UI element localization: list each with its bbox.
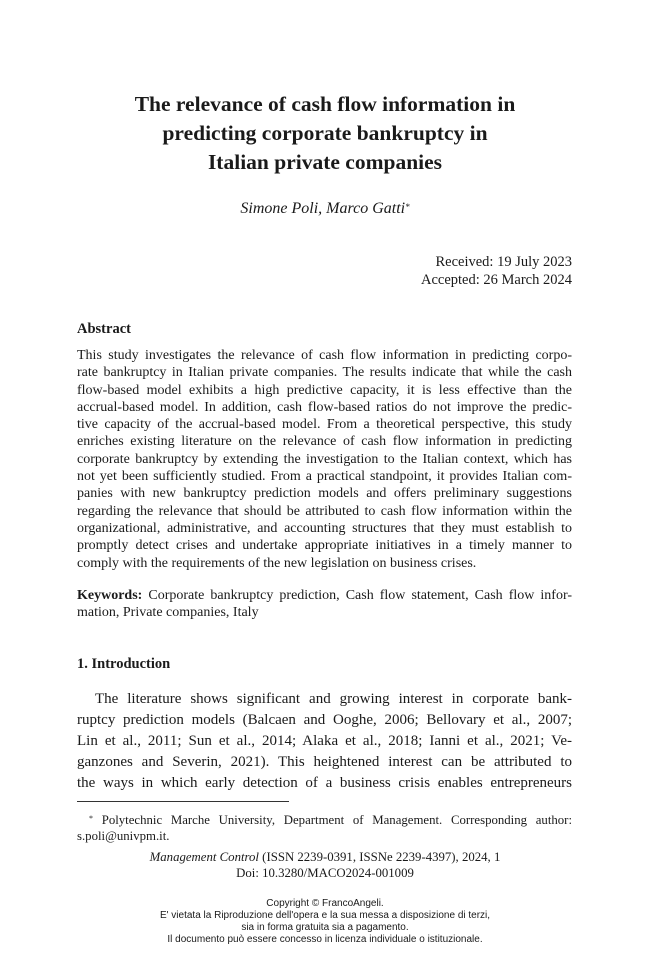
abstract-line: flow-based model exhibits a high predictive capacity, it is less effective than the	[77, 382, 572, 398]
author-list	[75, 199, 575, 219]
abstract-line: comply with the requirements of the new legislation on business crises.	[77, 555, 477, 571]
footnote	[77, 812, 572, 844]
abstract-line: enriches existing literature on the relevance of cash flow information in predicting	[77, 434, 572, 450]
title-line: The relevance of cash flow information in	[134, 92, 516, 116]
introduction-line: ruptcy prediction models (Balcaen and Ooghe, 2006; Bellovary et al., 2007;	[77, 712, 572, 728]
introduction-line: the ways in which early detection of a business crisis enables entrepreneurs	[77, 775, 572, 791]
abstract-line: not yet been sufficiently studied. From a practical standpoint, it provides Italian com-	[77, 469, 572, 485]
footnote-divider	[77, 801, 289, 802]
journal-details: (ISSN 2239-0391, ISSNe 2239-4397), 2024, 1	[258, 850, 501, 864]
journal-info	[75, 849, 575, 881]
copyright-line: Il documento può essere concesso in licenza individuale o istituzionale.	[167, 934, 483, 945]
paper-title	[75, 90, 575, 177]
abstract-line: accrual-based model. In addition, cash flow-based ratios do not improve the predic-	[77, 399, 572, 415]
keywords-line: mation, Private companies, Italy	[77, 605, 259, 621]
copyright-line: E' vietata la Riproduzione dell'opera e la sua messa a disposizione di terzi,	[159, 910, 491, 921]
author-names: Simone Poli, Marco Gatti	[240, 200, 406, 217]
doi: Doi: 10.3280/MACO2024-001009	[236, 866, 414, 880]
abstract-line: organizational, administrative, and accounting structures that they must establish to	[77, 520, 572, 536]
footnote-email: s.poli@univpm.it.	[77, 829, 170, 843]
title-line: Italian private companies	[207, 150, 443, 174]
abstract-line: regarding the relevance that should be attributed to cash flow information within the	[77, 503, 572, 519]
abstract-line: panies with new bankruptcy prediction models and offers preliminary suggestions	[77, 486, 572, 502]
footnote-line	[77, 812, 572, 828]
abstract-line: corporate bankruptcy by extending the investigation to the Italian context, which has	[77, 451, 572, 467]
accepted-date: Accepted: 26 March 2024	[421, 272, 572, 288]
introduction-body	[77, 689, 572, 794]
copyright-line: Copyright © FrancoAngeli.	[266, 898, 384, 909]
keywords-label: Keywords:	[77, 588, 143, 603]
introduction-line: ganzones and Severin, 2021). This heightened interest can be attributed to	[77, 754, 572, 770]
introduction-heading: 1. Introduction	[77, 656, 171, 672]
keywords	[77, 587, 572, 622]
abstract-line: promptly detect crises and undertake appropriate initiatives in a timely manner to	[77, 538, 572, 554]
journal-name: Management Control	[149, 850, 259, 864]
footnote-mark: *	[89, 814, 93, 823]
abstract-body	[77, 347, 572, 572]
keywords-text: Corporate bankruptcy prediction, Cash flow statement, Cash flow infor-	[142, 588, 572, 603]
footnote-affiliation: Polytechnic Marche University, Department of Management. Corresponding author:	[93, 813, 572, 827]
abstract-line: This study investigates the relevance of cash flow information in predicting corpo-	[77, 348, 572, 363]
introduction-line: The literature shows significant and growing interest in corporate bank-	[95, 691, 572, 707]
submission-dates	[421, 253, 572, 289]
abstract-line: rate bankruptcy in Italian private companies. The results indicate that while the cash	[77, 365, 572, 381]
title-line: predicting corporate bankruptcy in	[162, 121, 488, 145]
abstract-heading: Abstract	[77, 321, 131, 337]
copyright-line: sia in forma gratuita sia a pagamento.	[241, 922, 409, 933]
author-footnote-mark: *	[405, 202, 410, 212]
journal-line	[75, 849, 575, 865]
copyright-notice	[75, 898, 575, 946]
abstract-line: tive capacity of the accrual-based model. From a theoretical perspective, this study	[77, 417, 572, 433]
keywords-line	[77, 587, 572, 604]
introduction-line: Lin et al., 2011; Sun et al., 2014; Alaka et al., 2018; Ianni et al., 2021; Ve-	[77, 733, 572, 749]
received-date: Received: 19 July 2023	[435, 254, 572, 270]
